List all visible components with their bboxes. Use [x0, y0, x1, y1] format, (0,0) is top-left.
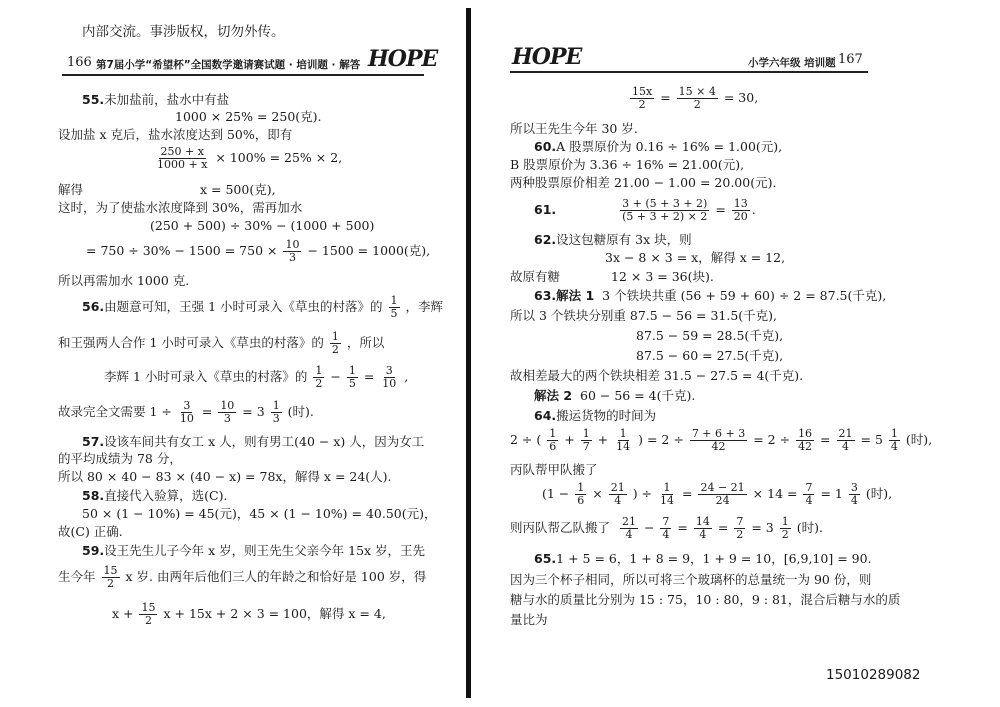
p56-line-1: 56.由题意可知，王强 1 小时可录入《草虫的村落》的 $\frac{1}{5}$ ，李辉 — [82, 294, 444, 320]
p64-line-3: 丙队帮甲队搬了 — [510, 462, 598, 477]
p65-line-1: 65.1 + 5 = 6，1 + 8 = 9，1 + 9 = 10，[6,9,10] = 90. — [534, 551, 872, 566]
p59-line-1: 59.设王先生儿子今年 x 岁，则王先生父亲今年 15x 岁，王先 — [82, 543, 426, 558]
p55-line-1: 55.未加盐前，盐水中有盐 — [82, 92, 230, 107]
p59-line-3: x + $\frac{15}{2}$ x + 15x + 2 × 3 = 100，解得 x = 4, — [112, 601, 386, 627]
p63-line-6: 解法 2 60 − 56 = 4(千克). — [534, 388, 696, 403]
p59-cont-line-2: 所以王先生今年 30 岁. — [510, 121, 638, 136]
p56-line-3: 李辉 1 小时可录入《草虫的村落》的 $\frac{1}{2}$ − $\frac{1}{5}$ = $\frac{3}{10}$ , — [104, 364, 409, 390]
p58-line-1: 58.直接代入验算，选(C). — [82, 488, 228, 503]
p62-line-3b: 12 × 3 = 36(块). — [611, 269, 714, 284]
p63-line-3: 87.5 − 59 = 28.5(千克), — [636, 328, 784, 343]
right-header-rule — [510, 71, 868, 73]
p63-line-2: 所以 3 个铁块分别重 87.5 − 56 = 31.5(千克), — [510, 308, 778, 323]
p55-line-3: 设加盐 x 克后，盐水浓度达到 50%，即有 — [58, 127, 293, 142]
phone-number: 15010289082 — [826, 667, 921, 683]
p59-cont-line-1: $\frac{15x}{2}$ = $\frac{15 \times 4}{2}$ = 30, — [632, 85, 759, 111]
p62-line-2: 3x − 8 × 3 = x，解得 x = 12, — [605, 250, 786, 265]
copyright-stamp: 内部交流。事涉版权，切勿外传。 — [82, 24, 285, 40]
p55-line-9: 所以再需加水 1000 克. — [58, 273, 190, 288]
p60-line-2: B 股票原价为 3.36 ÷ 16% = 21.00(元), — [510, 157, 745, 172]
p55-line-7: (250 + 500) ÷ 30% − (1000 + 500) — [150, 218, 375, 233]
p58-line-3: 故(C) 正确. — [58, 524, 123, 539]
p64-line-1: 64.搬运货物的时间为 — [534, 408, 657, 423]
p60-line-1: 60.A 股票原价为 0.16 ÷ 16% = 1.00(元), — [534, 139, 783, 154]
left-page-number: 166 — [67, 55, 92, 70]
p55-line-8: = 750 ÷ 30% − 1500 = 750 × $\frac{10}{3}$ − 1500 = 1000(克), — [86, 238, 431, 264]
p55-line-6: 这时，为了使盐水浓度降到 30%，需再加水 — [58, 200, 303, 215]
hope-logo-left: HOPE — [368, 46, 438, 72]
p57-line-3: 所以 80 × 40 − 83 × (40 − x) = 78x，解得 x = 24(人). — [58, 469, 392, 484]
p57-line-1: 57.设该车间共有女工 x 人，则有男工(40 − x) 人，因为女工 — [82, 434, 425, 449]
p63-line-5: 故相差最大的两个铁块相差 31.5 − 27.5 = 4(千克). — [510, 368, 804, 383]
hope-logo-right: HOPE — [512, 44, 582, 70]
right-page-number: 167 — [838, 52, 863, 67]
p55-line-5b: x = 500(克), — [200, 182, 276, 197]
p64-line-5: 则丙队帮乙队搬了 $\frac{21}{4}$ − $\frac{7}{4}$ = $\frac{14}{4}$ = $\frac{7}{2}$ = 3 $\frac{1}{2}$ (时). — [510, 515, 823, 541]
p59-line-2: 生今年 $\frac{15}{2}$ x 岁. 由两年后他们三人的年龄之和恰好是 100 岁，得 — [58, 564, 427, 590]
p62-line-3a: 故原有糖 — [510, 269, 561, 284]
p65-line-2: 因为三个杯子相同，所以可将三个玻璃杯的总量统一为 90 份，则 — [510, 572, 872, 587]
p63-line-4: 87.5 − 60 = 27.5(千克), — [636, 348, 784, 363]
p55-line-4: $\frac{250 + x}{1000 + x}$ × 100% = 25% × 2, — [157, 145, 343, 171]
p65-line-3: 糖与水的质量比分别为 15 : 75，10 : 80，9 : 81，混合后糖与水的质 — [510, 592, 901, 607]
p57-line-2: 的平均成绩为 78 分， — [58, 451, 182, 466]
book-spine — [466, 8, 471, 698]
p55-line-2: 1000 × 25% = 250(克). — [175, 109, 322, 124]
p56-line-2: 和王强两人合作 1 小时可录入《草虫的村落》的 $\frac{1}{2}$ ，所以 — [58, 330, 385, 356]
p56-line-4: 故录完全文需要 1 ÷ $\frac{3}{10}$ = $\frac{10}{3}$ = 3 $\frac{1}{3}$ (时). — [58, 399, 314, 425]
p64-line-4: (1 − $\frac{1}{6}$ × $\frac{21}{4}$ ) ÷ $\frac{1}{14}$ = $\frac{24 - 21}{24}$ × 14 = $\frac{7}{4}$ = 1 $\frac{3}{4}$ (时), — [542, 481, 893, 507]
right-running-title: 小学六年级 培训题 — [748, 57, 836, 69]
p61-line: 61. $\frac{3 + (5 + 3 + 2)}{(5 + 3 + 2) \times 2}$ = $\frac{13}{20}$ . — [534, 197, 756, 223]
left-running-title: 第7届小学“希望杯”全国数学邀请赛试题 · 培训题 · 解答 — [96, 59, 361, 71]
p55-line-5a: 解得 — [58, 182, 84, 197]
left-header-rule — [62, 74, 424, 76]
p64-line-2: 2 ÷ ( $\frac{1}{6}$ + $\frac{1}{7}$ + $\frac{1}{14}$ ) = 2 ÷ $\frac{7 + 6 + 3}{42}$ = 2 ÷ $\frac{16}{42}$ = $\frac{21}{4}$ = 5 $\frac{1}{4}$ (时), — [510, 427, 933, 453]
p60-line-3: 两种股票原价相差 21.00 − 1.00 = 20.00(元). — [510, 175, 777, 190]
p65-line-4: 量比为 — [510, 612, 548, 627]
p62-line-1: 62.设这包糖原有 3x 块，则 — [534, 232, 692, 247]
p63-line-1: 63.解法 1 3 个铁块共重 (56 + 59 + 60) ÷ 2 = 87.5(千克), — [534, 288, 887, 303]
p58-line-2: 50 × (1 − 10%) = 45(元)，45 × (1 − 10%) = 40.50(元)， — [82, 506, 437, 521]
